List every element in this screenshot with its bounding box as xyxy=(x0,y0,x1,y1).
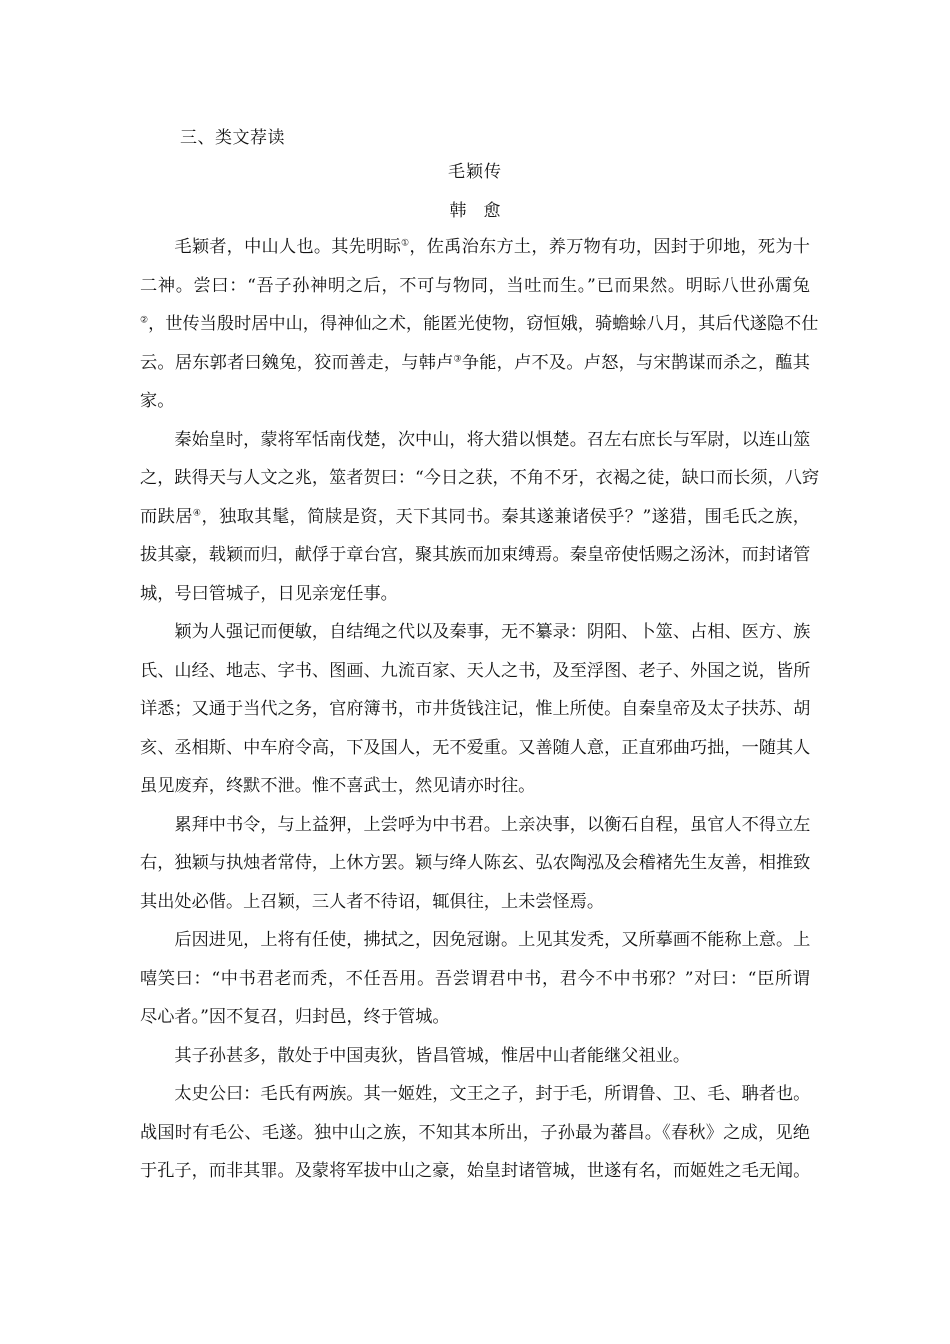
text-line: 右，独颖与执烛者常侍，上休方罢。颖与绛人陈玄、弘农陶泓及会稽褚先生友善，相推致 xyxy=(140,853,811,873)
paragraph xyxy=(140,1037,810,1076)
footnote-marker: ② xyxy=(140,315,149,326)
paragraph xyxy=(140,228,819,421)
paragraph xyxy=(140,421,820,614)
text-line: 虽见废弃，终默不泄。惟不喜武士，然见请亦时往。 xyxy=(140,776,536,796)
text-line: 尽心者。”因不复召，归封邑，终于管城。 xyxy=(140,1007,450,1027)
paragraph xyxy=(140,613,810,806)
document-title: 毛颖传 xyxy=(448,162,502,182)
text-line: 嘻笑曰：“中书君老而秃，不任吾用。吾尝谓君中书，君今不中书邪？”对曰：“臣所谓 xyxy=(140,968,810,989)
text-line: 战国时有毛公、毛遂。独中山之族，不知其本所出，子孙最为蕃昌。《春秋》之成，见绝 xyxy=(140,1122,810,1143)
footnote-marker: ③ xyxy=(453,353,462,364)
paragraph xyxy=(140,921,810,1037)
document-author: 韩 愈 xyxy=(449,201,501,221)
text-line: 其子孙甚多，散处于中国夷狄，皆昌管城，惟居中山者能继父祖业。 xyxy=(174,1045,691,1066)
text-line: 二神。尝曰：“吾子孙神明之后，不可与物同，当吐而生。”已而果然。明眎八世孙霌兔 xyxy=(140,275,810,296)
section-heading: 三、类文荐读 xyxy=(180,128,285,148)
text-line: 于孔子，而非其罪。及蒙将军拔中山之豪，始皇封诸管城，世遂有名，而姬姓之毛无闻。 xyxy=(140,1161,811,1181)
text-line: 亥、丞相斯、中车府令高，下及国人，无不爱重。又善随人意，正直邪曲巧拙，一随其人 xyxy=(140,737,811,758)
text-line: ②，世传当殷时居中山，得神仙之术，能匿光使物，窃恒娥，骑蟾蜍八月，其后代遂隐不仕 xyxy=(140,314,819,334)
text-line: 城，号曰管城子，日见亲宠任事。 xyxy=(140,583,398,604)
paragraph xyxy=(140,1075,810,1191)
text-line: 而趺居④，独取其髦，简牍是资，天下其同书。秦其遂兼诸侯乎？”遂猎，围毛氏之族， xyxy=(140,506,810,527)
text-line: 之，趺得天与人文之兆，筮者贺曰：“今日之获，不角不牙，衣褐之徒，缺口而长须，八窍 xyxy=(140,468,820,488)
text-line: 秦始皇时，蒙将军恬南伐楚，次中山，将大猎以惧楚。召左右庶长与军尉，以连山筮 xyxy=(174,429,811,450)
text-line: 颖为人强记而便敏，自结绳之代以及秦事，无不纂录：阴阳、卜筮、占相、医方、族 xyxy=(174,622,811,642)
text-line: 毛颖者，中山人也。其先明眎①，佐禹治东方土，养万物有功，因封于卯地，死为十 xyxy=(174,237,810,257)
text-line: 家。 xyxy=(140,391,175,411)
paragraph xyxy=(140,806,810,922)
text-line: 云。居东郭者曰㕙兔，狡而善走，与韩卢③争能，卢不及。卢怒，与宋鹊谋而杀之，醢其 xyxy=(140,352,810,373)
text-line: 拔其豪，载颖而归，献俘于章台宫，聚其族而加束缚焉。秦皇帝使恬赐之汤沐，而封诸管 xyxy=(140,545,811,565)
text-line: 后因进见，上将有任使，拂拭之，因免冠谢。上见其发秃，又所摹画不能称上意。上 xyxy=(174,930,811,950)
text-line: 详悉；又通于当代之务，官府簿书，市井货钱注记，惟上所使。自秦皇帝及太子扶苏、胡 xyxy=(140,699,811,719)
text-line: 氏、山经、地志、字书、图画、九流百家、天人之书，及至浮图、老子、外国之说，皆所 xyxy=(140,660,811,681)
footnote-marker: ④ xyxy=(192,507,202,518)
text-line: 累拜中书令，与上益狎，上尝呼为中书君。上亲决事，以衡石自程，虽官人不得立左 xyxy=(174,814,811,835)
article-body xyxy=(140,228,820,1191)
text-line: 其出处必偕。上召颖，三人者不待诏，辄俱往，上未尝怪焉。 xyxy=(140,891,605,912)
text-line: 太史公曰：毛氏有两族。其一姬姓，文王之子，封于毛，所谓鲁、卫、毛、聃者也。 xyxy=(174,1084,811,1104)
footnote-marker: ① xyxy=(401,238,410,249)
